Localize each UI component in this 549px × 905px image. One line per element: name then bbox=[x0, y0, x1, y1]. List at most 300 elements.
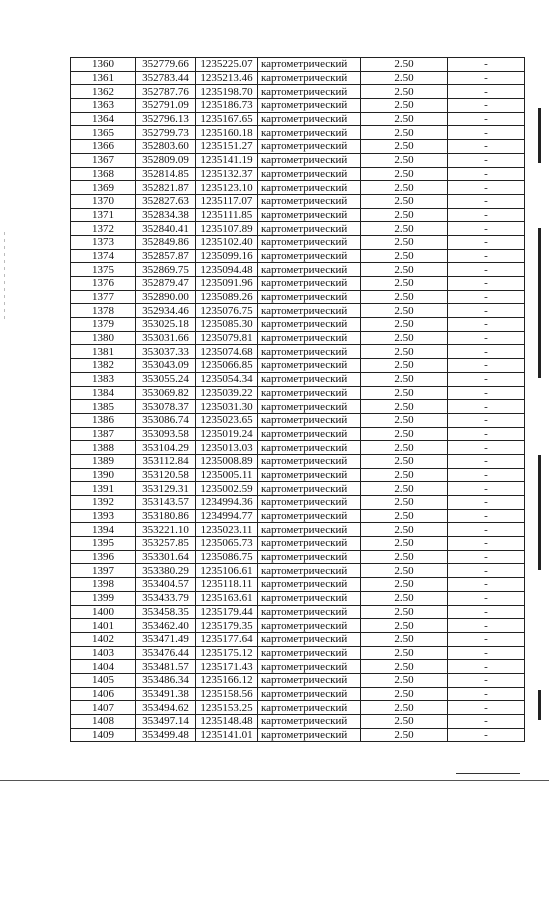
method-cell: картометрический bbox=[258, 304, 361, 318]
table-row bbox=[71, 468, 525, 482]
accuracy-cell: 2.50 bbox=[361, 235, 448, 249]
table-row bbox=[71, 318, 525, 332]
accuracy-cell: 2.50 bbox=[361, 222, 448, 236]
point-number-cell: 1384 bbox=[71, 386, 136, 400]
method-cell: картометрический bbox=[258, 482, 361, 496]
method-cell: картометрический bbox=[258, 509, 361, 523]
x-coordinate-cell: 352809.09 bbox=[136, 153, 196, 167]
table-row bbox=[71, 126, 525, 140]
accuracy-cell: 2.50 bbox=[361, 591, 448, 605]
table-row bbox=[71, 715, 525, 729]
scan-edge-mark bbox=[538, 108, 541, 163]
description-cell: - bbox=[448, 550, 525, 564]
point-number-cell: 1409 bbox=[71, 728, 136, 742]
accuracy-cell: 2.50 bbox=[361, 126, 448, 140]
point-number-cell: 1380 bbox=[71, 331, 136, 345]
accuracy-cell: 2.50 bbox=[361, 496, 448, 510]
description-cell: - bbox=[448, 482, 525, 496]
description-cell: - bbox=[448, 413, 525, 427]
point-number-cell: 1405 bbox=[71, 673, 136, 687]
x-coordinate-cell: 353221.10 bbox=[136, 523, 196, 537]
table-row bbox=[71, 427, 525, 441]
description-cell: - bbox=[448, 277, 525, 291]
description-cell: - bbox=[448, 304, 525, 318]
table-row bbox=[71, 208, 525, 222]
accuracy-cell: 2.50 bbox=[361, 605, 448, 619]
method-cell: картометрический bbox=[258, 591, 361, 605]
y-coordinate-cell: 1235023.11 bbox=[196, 523, 258, 537]
y-coordinate-cell: 1235175.12 bbox=[196, 646, 258, 660]
description-cell: - bbox=[448, 126, 525, 140]
description-cell: - bbox=[448, 263, 525, 277]
y-coordinate-cell: 1235158.56 bbox=[196, 687, 258, 701]
x-coordinate-cell: 353043.09 bbox=[136, 359, 196, 373]
table-row bbox=[71, 222, 525, 236]
method-cell: картометрический bbox=[258, 359, 361, 373]
table-row bbox=[71, 249, 525, 263]
point-number-cell: 1398 bbox=[71, 578, 136, 592]
accuracy-cell: 2.50 bbox=[361, 318, 448, 332]
method-cell: картометрический bbox=[258, 208, 361, 222]
method-cell: картометрический bbox=[258, 454, 361, 468]
point-number-cell: 1362 bbox=[71, 85, 136, 99]
method-cell: картометрический bbox=[258, 523, 361, 537]
description-cell: - bbox=[448, 58, 525, 72]
accuracy-cell: 2.50 bbox=[361, 304, 448, 318]
accuracy-cell: 2.50 bbox=[361, 509, 448, 523]
table-row bbox=[71, 290, 525, 304]
table-row bbox=[71, 578, 525, 592]
accuracy-cell: 2.50 bbox=[361, 427, 448, 441]
description-cell: - bbox=[448, 523, 525, 537]
method-cell: картометрический bbox=[258, 632, 361, 646]
method-cell: картометрический bbox=[258, 605, 361, 619]
x-coordinate-cell: 352779.66 bbox=[136, 58, 196, 72]
point-number-cell: 1371 bbox=[71, 208, 136, 222]
method-cell: картометрический bbox=[258, 235, 361, 249]
accuracy-cell: 2.50 bbox=[361, 263, 448, 277]
accuracy-cell: 2.50 bbox=[361, 85, 448, 99]
description-cell: - bbox=[448, 181, 525, 195]
method-cell: картометрический bbox=[258, 194, 361, 208]
x-coordinate-cell: 353112.84 bbox=[136, 454, 196, 468]
accuracy-cell: 2.50 bbox=[361, 687, 448, 701]
table-row bbox=[71, 85, 525, 99]
y-coordinate-cell: 1235091.96 bbox=[196, 277, 258, 291]
description-cell: - bbox=[448, 427, 525, 441]
y-coordinate-cell: 1235117.07 bbox=[196, 194, 258, 208]
method-cell: картометрический bbox=[258, 85, 361, 99]
accuracy-cell: 2.50 bbox=[361, 167, 448, 181]
x-coordinate-cell: 353257.85 bbox=[136, 537, 196, 551]
method-cell: картометрический bbox=[258, 99, 361, 113]
y-coordinate-cell: 1235106.61 bbox=[196, 564, 258, 578]
y-coordinate-cell: 1235094.48 bbox=[196, 263, 258, 277]
x-coordinate-cell: 353458.35 bbox=[136, 605, 196, 619]
accuracy-cell: 2.50 bbox=[361, 140, 448, 154]
x-coordinate-cell: 352857.87 bbox=[136, 249, 196, 263]
point-number-cell: 1369 bbox=[71, 181, 136, 195]
method-cell: картометрический bbox=[258, 441, 361, 455]
y-coordinate-cell: 1235054.34 bbox=[196, 372, 258, 386]
method-cell: картометрический bbox=[258, 167, 361, 181]
description-cell: - bbox=[448, 99, 525, 113]
x-coordinate-cell: 353481.57 bbox=[136, 660, 196, 674]
accuracy-cell: 2.50 bbox=[361, 578, 448, 592]
description-cell: - bbox=[448, 359, 525, 373]
table-row bbox=[71, 550, 525, 564]
y-coordinate-cell: 1235039.22 bbox=[196, 386, 258, 400]
description-cell: - bbox=[448, 400, 525, 414]
y-coordinate-cell: 1234994.36 bbox=[196, 496, 258, 510]
table-row bbox=[71, 605, 525, 619]
x-coordinate-cell: 352849.86 bbox=[136, 235, 196, 249]
method-cell: картометрический bbox=[258, 372, 361, 386]
table-row bbox=[71, 153, 525, 167]
x-coordinate-cell: 353476.44 bbox=[136, 646, 196, 660]
point-number-cell: 1373 bbox=[71, 235, 136, 249]
method-cell: картометрический bbox=[258, 715, 361, 729]
x-coordinate-cell: 353494.62 bbox=[136, 701, 196, 715]
point-number-cell: 1363 bbox=[71, 99, 136, 113]
y-coordinate-cell: 1235089.26 bbox=[196, 290, 258, 304]
table-row bbox=[71, 441, 525, 455]
description-cell: - bbox=[448, 290, 525, 304]
y-coordinate-cell: 1235031.30 bbox=[196, 400, 258, 414]
description-cell: - bbox=[448, 235, 525, 249]
point-number-cell: 1400 bbox=[71, 605, 136, 619]
point-number-cell: 1366 bbox=[71, 140, 136, 154]
accuracy-cell: 2.50 bbox=[361, 153, 448, 167]
x-coordinate-cell: 353037.33 bbox=[136, 345, 196, 359]
point-number-cell: 1375 bbox=[71, 263, 136, 277]
y-coordinate-cell: 1235225.07 bbox=[196, 58, 258, 72]
x-coordinate-cell: 352803.60 bbox=[136, 140, 196, 154]
table-row bbox=[71, 454, 525, 468]
description-cell: - bbox=[448, 509, 525, 523]
accuracy-cell: 2.50 bbox=[361, 660, 448, 674]
method-cell: картометрический bbox=[258, 181, 361, 195]
table-row bbox=[71, 701, 525, 715]
page-bottom-rule bbox=[0, 780, 549, 781]
accuracy-cell: 2.50 bbox=[361, 537, 448, 551]
y-coordinate-cell: 1235179.44 bbox=[196, 605, 258, 619]
x-coordinate-cell: 352814.85 bbox=[136, 167, 196, 181]
description-cell: - bbox=[448, 632, 525, 646]
description-cell: - bbox=[448, 85, 525, 99]
description-cell: - bbox=[448, 140, 525, 154]
table-row bbox=[71, 277, 525, 291]
x-coordinate-cell: 352783.44 bbox=[136, 71, 196, 85]
x-coordinate-cell: 353078.37 bbox=[136, 400, 196, 414]
accuracy-cell: 2.50 bbox=[361, 673, 448, 687]
x-coordinate-cell: 352840.41 bbox=[136, 222, 196, 236]
table-row bbox=[71, 359, 525, 373]
table-row bbox=[71, 646, 525, 660]
description-cell: - bbox=[448, 701, 525, 715]
table-row bbox=[71, 345, 525, 359]
accuracy-cell: 2.50 bbox=[361, 482, 448, 496]
point-number-cell: 1377 bbox=[71, 290, 136, 304]
coordinates-table bbox=[70, 57, 525, 742]
point-number-cell: 1387 bbox=[71, 427, 136, 441]
method-cell: картометрический bbox=[258, 112, 361, 126]
y-coordinate-cell: 1235163.61 bbox=[196, 591, 258, 605]
point-number-cell: 1370 bbox=[71, 194, 136, 208]
accuracy-cell: 2.50 bbox=[361, 441, 448, 455]
point-number-cell: 1403 bbox=[71, 646, 136, 660]
x-coordinate-cell: 353055.24 bbox=[136, 372, 196, 386]
description-cell: - bbox=[448, 619, 525, 633]
x-coordinate-cell: 353086.74 bbox=[136, 413, 196, 427]
point-number-cell: 1402 bbox=[71, 632, 136, 646]
point-number-cell: 1386 bbox=[71, 413, 136, 427]
accuracy-cell: 2.50 bbox=[361, 58, 448, 72]
method-cell: картометрический bbox=[258, 345, 361, 359]
description-cell: - bbox=[448, 441, 525, 455]
accuracy-cell: 2.50 bbox=[361, 359, 448, 373]
x-coordinate-cell: 353031.66 bbox=[136, 331, 196, 345]
method-cell: картометрический bbox=[258, 427, 361, 441]
x-coordinate-cell: 353093.58 bbox=[136, 427, 196, 441]
description-cell: - bbox=[448, 372, 525, 386]
method-cell: картометрический bbox=[258, 290, 361, 304]
accuracy-cell: 2.50 bbox=[361, 619, 448, 633]
scan-edge-mark bbox=[538, 690, 541, 720]
accuracy-cell: 2.50 bbox=[361, 400, 448, 414]
x-coordinate-cell: 353404.57 bbox=[136, 578, 196, 592]
point-number-cell: 1391 bbox=[71, 482, 136, 496]
point-number-cell: 1360 bbox=[71, 58, 136, 72]
table-row bbox=[71, 372, 525, 386]
accuracy-cell: 2.50 bbox=[361, 564, 448, 578]
description-cell: - bbox=[448, 249, 525, 263]
y-coordinate-cell: 1235085.30 bbox=[196, 318, 258, 332]
y-coordinate-cell: 1235005.11 bbox=[196, 468, 258, 482]
accuracy-cell: 2.50 bbox=[361, 208, 448, 222]
method-cell: картометрический bbox=[258, 71, 361, 85]
table-row bbox=[71, 112, 525, 126]
method-cell: картометрический bbox=[258, 550, 361, 564]
scan-edge-mark bbox=[4, 232, 5, 322]
description-cell: - bbox=[448, 386, 525, 400]
y-coordinate-cell: 1235107.89 bbox=[196, 222, 258, 236]
accuracy-cell: 2.50 bbox=[361, 290, 448, 304]
point-number-cell: 1395 bbox=[71, 537, 136, 551]
description-cell: - bbox=[448, 345, 525, 359]
x-coordinate-cell: 352796.13 bbox=[136, 112, 196, 126]
description-cell: - bbox=[448, 496, 525, 510]
point-number-cell: 1372 bbox=[71, 222, 136, 236]
point-number-cell: 1389 bbox=[71, 454, 136, 468]
point-number-cell: 1361 bbox=[71, 71, 136, 85]
accuracy-cell: 2.50 bbox=[361, 523, 448, 537]
x-coordinate-cell: 353069.82 bbox=[136, 386, 196, 400]
y-coordinate-cell: 1235074.68 bbox=[196, 345, 258, 359]
accuracy-cell: 2.50 bbox=[361, 715, 448, 729]
table-row bbox=[71, 496, 525, 510]
y-coordinate-cell: 1235177.64 bbox=[196, 632, 258, 646]
accuracy-cell: 2.50 bbox=[361, 728, 448, 742]
method-cell: картометрический bbox=[258, 331, 361, 345]
x-coordinate-cell: 353462.40 bbox=[136, 619, 196, 633]
table-row bbox=[71, 660, 525, 674]
method-cell: картометрический bbox=[258, 496, 361, 510]
x-coordinate-cell: 352879.47 bbox=[136, 277, 196, 291]
table-row bbox=[71, 140, 525, 154]
point-number-cell: 1394 bbox=[71, 523, 136, 537]
x-coordinate-cell: 352787.76 bbox=[136, 85, 196, 99]
y-coordinate-cell: 1235065.73 bbox=[196, 537, 258, 551]
x-coordinate-cell: 352869.75 bbox=[136, 263, 196, 277]
y-coordinate-cell: 1235111.85 bbox=[196, 208, 258, 222]
description-cell: - bbox=[448, 167, 525, 181]
point-number-cell: 1376 bbox=[71, 277, 136, 291]
description-cell: - bbox=[448, 564, 525, 578]
description-cell: - bbox=[448, 222, 525, 236]
table-row bbox=[71, 523, 525, 537]
x-coordinate-cell: 353499.48 bbox=[136, 728, 196, 742]
y-coordinate-cell: 1235123.10 bbox=[196, 181, 258, 195]
description-cell: - bbox=[448, 646, 525, 660]
description-cell: - bbox=[448, 660, 525, 674]
y-coordinate-cell: 1235013.03 bbox=[196, 441, 258, 455]
signature-line bbox=[456, 773, 520, 774]
x-coordinate-cell: 352827.63 bbox=[136, 194, 196, 208]
description-cell: - bbox=[448, 537, 525, 551]
x-coordinate-cell: 352934.46 bbox=[136, 304, 196, 318]
y-coordinate-cell: 1235076.75 bbox=[196, 304, 258, 318]
point-number-cell: 1396 bbox=[71, 550, 136, 564]
x-coordinate-cell: 353497.14 bbox=[136, 715, 196, 729]
x-coordinate-cell: 352799.73 bbox=[136, 126, 196, 140]
method-cell: картометрический bbox=[258, 564, 361, 578]
x-coordinate-cell: 353120.58 bbox=[136, 468, 196, 482]
accuracy-cell: 2.50 bbox=[361, 454, 448, 468]
accuracy-cell: 2.50 bbox=[361, 112, 448, 126]
table-row bbox=[71, 591, 525, 605]
method-cell: картометрический bbox=[258, 673, 361, 687]
description-cell: - bbox=[448, 578, 525, 592]
scan-edge-mark bbox=[538, 228, 541, 378]
accuracy-cell: 2.50 bbox=[361, 372, 448, 386]
x-coordinate-cell: 353180.86 bbox=[136, 509, 196, 523]
description-cell: - bbox=[448, 194, 525, 208]
point-number-cell: 1399 bbox=[71, 591, 136, 605]
accuracy-cell: 2.50 bbox=[361, 181, 448, 195]
method-cell: картометрический bbox=[258, 126, 361, 140]
y-coordinate-cell: 1235099.16 bbox=[196, 249, 258, 263]
x-coordinate-cell: 353380.29 bbox=[136, 564, 196, 578]
accuracy-cell: 2.50 bbox=[361, 331, 448, 345]
y-coordinate-cell: 1235179.35 bbox=[196, 619, 258, 633]
x-coordinate-cell: 353486.34 bbox=[136, 673, 196, 687]
method-cell: картометрический bbox=[258, 249, 361, 263]
y-coordinate-cell: 1235171.43 bbox=[196, 660, 258, 674]
table-row bbox=[71, 564, 525, 578]
table-row bbox=[71, 71, 525, 85]
table-row bbox=[71, 632, 525, 646]
y-coordinate-cell: 1235141.19 bbox=[196, 153, 258, 167]
method-cell: картометрический bbox=[258, 619, 361, 633]
accuracy-cell: 2.50 bbox=[361, 194, 448, 208]
point-number-cell: 1406 bbox=[71, 687, 136, 701]
accuracy-cell: 2.50 bbox=[361, 277, 448, 291]
x-coordinate-cell: 353301.64 bbox=[136, 550, 196, 564]
table-row bbox=[71, 331, 525, 345]
point-number-cell: 1388 bbox=[71, 441, 136, 455]
y-coordinate-cell: 1235151.27 bbox=[196, 140, 258, 154]
description-cell: - bbox=[448, 468, 525, 482]
y-coordinate-cell: 1235186.73 bbox=[196, 99, 258, 113]
description-cell: - bbox=[448, 728, 525, 742]
accuracy-cell: 2.50 bbox=[361, 468, 448, 482]
description-cell: - bbox=[448, 318, 525, 332]
point-number-cell: 1379 bbox=[71, 318, 136, 332]
accuracy-cell: 2.50 bbox=[361, 701, 448, 715]
table-row bbox=[71, 99, 525, 113]
method-cell: картометрический bbox=[258, 646, 361, 660]
accuracy-cell: 2.50 bbox=[361, 632, 448, 646]
table-row bbox=[71, 181, 525, 195]
method-cell: картометрический bbox=[258, 400, 361, 414]
table-row bbox=[71, 194, 525, 208]
description-cell: - bbox=[448, 687, 525, 701]
point-number-cell: 1392 bbox=[71, 496, 136, 510]
point-number-cell: 1368 bbox=[71, 167, 136, 181]
y-coordinate-cell: 1235079.81 bbox=[196, 331, 258, 345]
point-number-cell: 1364 bbox=[71, 112, 136, 126]
y-coordinate-cell: 1235019.24 bbox=[196, 427, 258, 441]
y-coordinate-cell: 1235002.59 bbox=[196, 482, 258, 496]
table-row bbox=[71, 167, 525, 181]
accuracy-cell: 2.50 bbox=[361, 413, 448, 427]
description-cell: - bbox=[448, 591, 525, 605]
accuracy-cell: 2.50 bbox=[361, 345, 448, 359]
point-number-cell: 1382 bbox=[71, 359, 136, 373]
point-number-cell: 1385 bbox=[71, 400, 136, 414]
point-number-cell: 1404 bbox=[71, 660, 136, 674]
y-coordinate-cell: 1235198.70 bbox=[196, 85, 258, 99]
point-number-cell: 1381 bbox=[71, 345, 136, 359]
method-cell: картометрический bbox=[258, 140, 361, 154]
method-cell: картометрический bbox=[258, 578, 361, 592]
accuracy-cell: 2.50 bbox=[361, 99, 448, 113]
table-row bbox=[71, 386, 525, 400]
x-coordinate-cell: 353471.49 bbox=[136, 632, 196, 646]
x-coordinate-cell: 352791.09 bbox=[136, 99, 196, 113]
x-coordinate-cell: 353025.18 bbox=[136, 318, 196, 332]
y-coordinate-cell: 1235118.11 bbox=[196, 578, 258, 592]
x-coordinate-cell: 352821.87 bbox=[136, 181, 196, 195]
accuracy-cell: 2.50 bbox=[361, 550, 448, 564]
description-cell: - bbox=[448, 715, 525, 729]
point-number-cell: 1365 bbox=[71, 126, 136, 140]
point-number-cell: 1408 bbox=[71, 715, 136, 729]
method-cell: картометрический bbox=[258, 687, 361, 701]
method-cell: картометрический bbox=[258, 222, 361, 236]
accuracy-cell: 2.50 bbox=[361, 249, 448, 263]
point-number-cell: 1374 bbox=[71, 249, 136, 263]
y-coordinate-cell: 1235141.01 bbox=[196, 728, 258, 742]
y-coordinate-cell: 1235213.46 bbox=[196, 71, 258, 85]
method-cell: картометрический bbox=[258, 58, 361, 72]
point-number-cell: 1397 bbox=[71, 564, 136, 578]
table-row bbox=[71, 58, 525, 72]
method-cell: картометрический bbox=[258, 318, 361, 332]
point-number-cell: 1367 bbox=[71, 153, 136, 167]
y-coordinate-cell: 1235023.65 bbox=[196, 413, 258, 427]
